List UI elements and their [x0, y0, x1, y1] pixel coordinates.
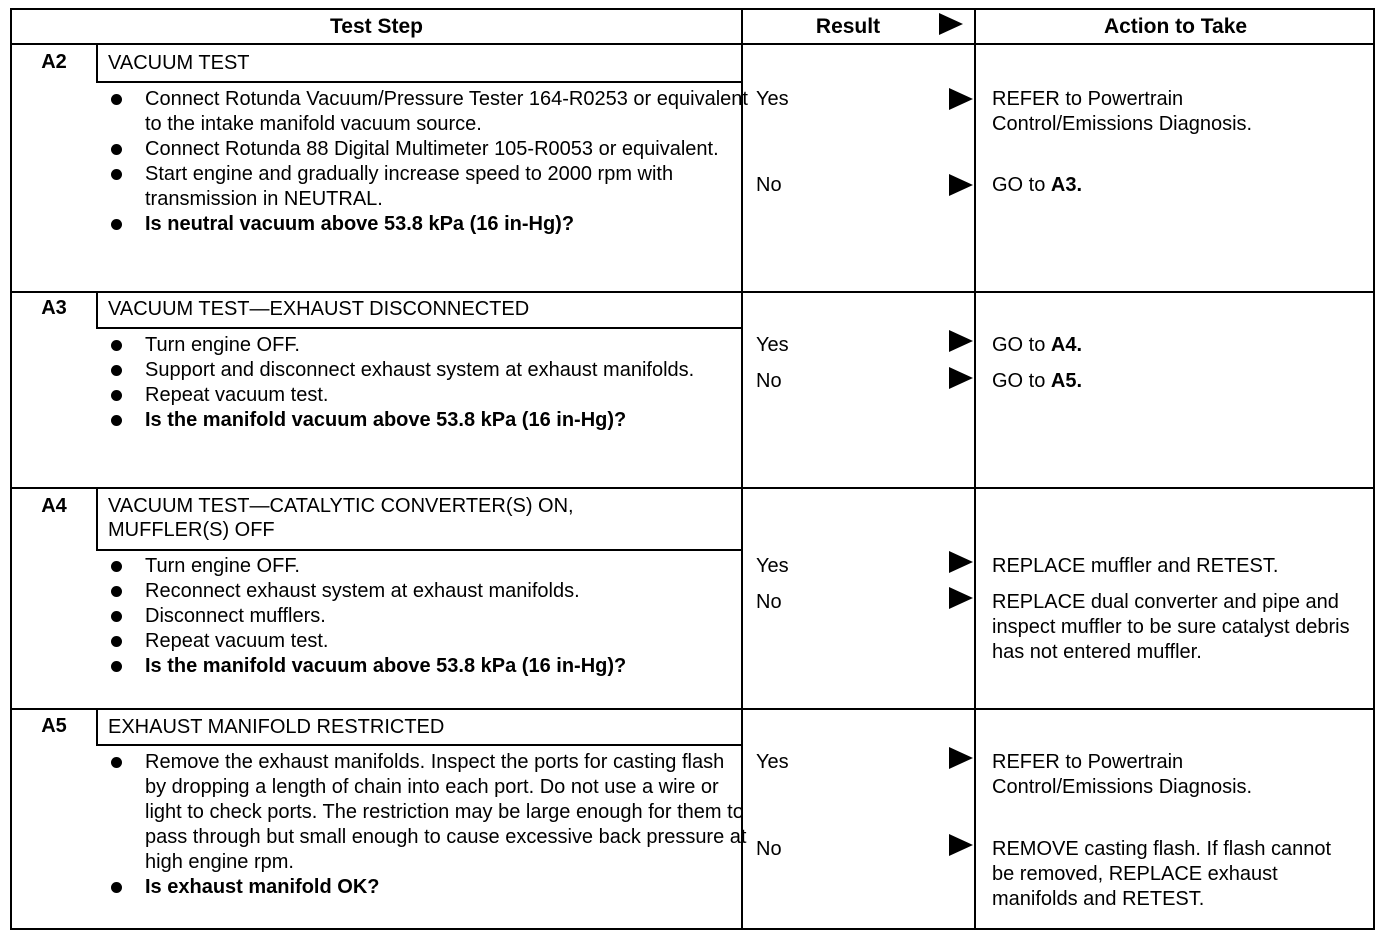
step-title: EXHAUST MANIFOLD RESTRICTED — [108, 716, 445, 738]
list-item: Support and disconnect exhaust system at exhaust manifolds. — [108, 358, 748, 383]
result-no: No — [756, 591, 782, 613]
code-divider — [96, 489, 98, 549]
title-underline — [96, 327, 741, 329]
column-divider-action — [974, 10, 976, 928]
arrow-icon — [949, 174, 973, 196]
result-no: No — [756, 838, 782, 860]
list-item: Is the manifold vacuum above 53.8 kPa (16 in-Hg)? — [108, 408, 748, 433]
header-arrow-icon — [939, 13, 963, 35]
code-divider — [96, 293, 98, 327]
bullet-icon — [111, 144, 122, 155]
step-bullets — [108, 333, 748, 433]
list-item: Connect Rotunda 88 Digital Multimeter 105-R0053 or equivalent. — [108, 137, 748, 162]
bullet-icon — [111, 94, 122, 105]
bullet-icon — [111, 415, 122, 426]
row-divider — [12, 708, 1375, 710]
action-text: REMOVE casting flash. If flash cannot be removed, REPLACE exhaust manifolds and RETEST. — [992, 838, 1332, 910]
step-code: A2 — [41, 51, 67, 73]
bullet-icon — [111, 390, 122, 401]
bullet-icon — [111, 586, 122, 597]
row-divider — [12, 487, 1375, 489]
step-code: A5 — [41, 715, 67, 737]
bullet-icon — [111, 169, 122, 180]
bullet-icon — [111, 219, 122, 230]
step-bullets — [108, 750, 748, 900]
list-item: Reconnect exhaust system at exhaust manifolds. — [108, 579, 748, 604]
step-title: VACUUM TEST—CATALYTIC CONVERTER(S) ON, MUFFLER(S) OFF — [108, 495, 574, 541]
header-test-step: Test Step — [330, 15, 423, 38]
list-item: Repeat vacuum test. — [108, 383, 748, 408]
arrow-icon — [949, 551, 973, 573]
step-code: A3 — [41, 297, 67, 319]
header-action: Action to Take — [1103, 15, 1248, 38]
header-divider — [12, 43, 1375, 45]
bullet-icon — [111, 636, 122, 647]
code-divider — [96, 45, 98, 81]
bullet-icon — [111, 340, 122, 351]
step-title: VACUUM TEST — [108, 52, 250, 74]
action-text: REPLACE dual converter and pipe and inspect muffler to be sure catalyst debris has not entered muffler. — [992, 591, 1350, 663]
bullet-icon — [111, 882, 122, 893]
list-item: Is exhaust manifold OK? — [108, 875, 748, 900]
title-underline — [96, 549, 741, 551]
action-text: GO to A4. — [992, 334, 1083, 356]
bullet-icon — [111, 757, 122, 768]
result-no: No — [756, 370, 782, 392]
list-item: Is neutral vacuum above 53.8 kPa (16 in-Hg)? — [108, 212, 748, 237]
list-item: Turn engine OFF. — [108, 554, 748, 579]
list-item: Turn engine OFF. — [108, 333, 748, 358]
list-item: Repeat vacuum test. — [108, 629, 748, 654]
arrow-icon — [949, 367, 973, 389]
list-item: Connect Rotunda Vacuum/Pressure Tester 164-R0253 or equivalent to the intake manifold vacuum source. — [108, 87, 748, 137]
list-item: Disconnect mufflers. — [108, 604, 748, 629]
arrow-icon — [949, 747, 973, 769]
header-result: Result — [815, 15, 881, 38]
result-yes: Yes — [756, 334, 789, 356]
diagnostic-table — [10, 8, 1375, 930]
arrow-icon — [949, 88, 973, 110]
code-divider — [96, 710, 98, 744]
action-text: REFER to Powertrain Control/Emissions Diagnosis. — [992, 751, 1253, 798]
list-item: Remove the exhaust manifolds. Inspect the ports for casting flash by dropping a length of chain into each port. Do not use a wire or light to check ports. The restriction may be large enough for them to pass through but small enough to cause excessive back pressure at high engine rpm. — [108, 750, 748, 875]
title-underline — [96, 744, 741, 746]
list-item: Is the manifold vacuum above 53.8 kPa (16 in-Hg)? — [108, 654, 748, 679]
result-yes: Yes — [756, 555, 789, 577]
result-yes: Yes — [756, 751, 789, 773]
step-title: VACUUM TEST—EXHAUST DISCONNECTED — [108, 298, 530, 320]
result-no: No — [756, 174, 782, 196]
bullet-icon — [111, 561, 122, 572]
step-code: A4 — [41, 495, 67, 517]
action-text: REPLACE muffler and RETEST. — [992, 555, 1279, 577]
result-yes: Yes — [756, 88, 789, 110]
action-text: GO to A3. — [992, 174, 1083, 196]
title-underline — [96, 81, 741, 83]
bullet-icon — [111, 611, 122, 622]
list-item: Start engine and gradually increase speed to 2000 rpm with transmission in NEUTRAL. — [108, 162, 748, 212]
step-bullets — [108, 554, 748, 679]
arrow-icon — [949, 587, 973, 609]
action-text: GO to A5. — [992, 370, 1083, 392]
arrow-icon — [949, 330, 973, 352]
action-text: REFER to Powertrain Control/Emissions Diagnosis. — [992, 88, 1253, 135]
bullet-icon — [111, 365, 122, 376]
arrow-icon — [949, 834, 973, 856]
row-divider — [12, 291, 1375, 293]
step-bullets — [108, 87, 748, 237]
bullet-icon — [111, 661, 122, 672]
